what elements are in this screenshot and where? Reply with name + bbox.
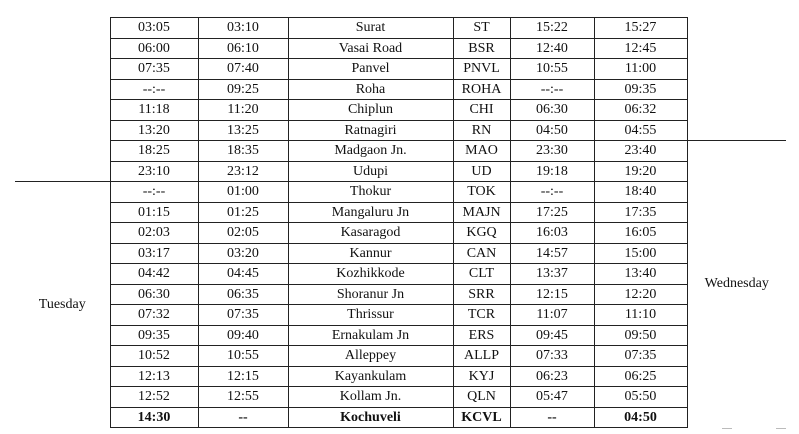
- departure-cell: 06:10: [198, 38, 288, 59]
- station-cell: Kozhikkode: [288, 264, 453, 285]
- code-cell: ST: [453, 18, 510, 39]
- departure-cell: 12:55: [198, 387, 288, 408]
- station-cell: Kannur: [288, 243, 453, 264]
- table-row: [15, 366, 786, 387]
- return-departure-cell: 05:50: [594, 387, 687, 408]
- table-row: [15, 325, 786, 346]
- code-cell: QLN: [453, 387, 510, 408]
- code-cell: MAJN: [453, 202, 510, 223]
- arrival-cell: 23:10: [110, 161, 198, 182]
- code-cell: ALLP: [453, 346, 510, 367]
- arrival-cell: 11:18: [110, 100, 198, 121]
- return-arrival-cell: 09:45: [510, 325, 594, 346]
- code-cell: TOK: [453, 182, 510, 203]
- station-cell: Madgaon Jn.: [288, 141, 453, 162]
- train-timetable: [15, 17, 786, 428]
- code-cell: KGQ: [453, 223, 510, 244]
- departure-cell: 03:10: [198, 18, 288, 39]
- departure-cell: 04:45: [198, 264, 288, 285]
- station-cell: Surat: [288, 18, 453, 39]
- departure-cell: --: [198, 407, 288, 428]
- table-row: [15, 387, 786, 408]
- arrival-cell: 06:00: [110, 38, 198, 59]
- station-cell: Shoranur Jn: [288, 284, 453, 305]
- arrival-cell: 12:52: [110, 387, 198, 408]
- code-cell: ROHA: [453, 79, 510, 100]
- station-cell: Kayankulam: [288, 366, 453, 387]
- return-arrival-cell: 14:57: [510, 243, 594, 264]
- return-departure-cell: 18:40: [594, 182, 687, 203]
- arrival-cell: 14:30: [110, 407, 198, 428]
- station-cell: Mangaluru Jn: [288, 202, 453, 223]
- code-cell: MAO: [453, 141, 510, 162]
- arrival-cell: 03:05: [110, 18, 198, 39]
- page-edge-mark: [776, 428, 786, 429]
- return-departure-cell: 07:35: [594, 346, 687, 367]
- return-arrival-cell: 19:18: [510, 161, 594, 182]
- station-cell: Panvel: [288, 59, 453, 80]
- arrival-cell: 18:25: [110, 141, 198, 162]
- return-arrival-cell: 11:07: [510, 305, 594, 326]
- station-cell: Thokur: [288, 182, 453, 203]
- return-arrival-cell: 06:23: [510, 366, 594, 387]
- table-row: [15, 120, 786, 141]
- table-row: [15, 243, 786, 264]
- arrival-cell: 09:35: [110, 325, 198, 346]
- return-arrival-cell: 10:55: [510, 59, 594, 80]
- code-cell: RN: [453, 120, 510, 141]
- code-cell: PNVL: [453, 59, 510, 80]
- return-arrival-cell: 15:22: [510, 18, 594, 39]
- return-departure-cell: 13:40: [594, 264, 687, 285]
- departure-cell: 09:25: [198, 79, 288, 100]
- return-departure-cell: 16:05: [594, 223, 687, 244]
- station-cell: Alleppey: [288, 346, 453, 367]
- return-arrival-cell: --: [510, 407, 594, 428]
- departure-cell: 10:55: [198, 346, 288, 367]
- station-cell: Thrissur: [288, 305, 453, 326]
- table-row: [15, 38, 786, 59]
- arrival-cell: 10:52: [110, 346, 198, 367]
- return-departure-cell: 11:00: [594, 59, 687, 80]
- station-cell: Kasaragod: [288, 223, 453, 244]
- return-arrival-cell: 04:50: [510, 120, 594, 141]
- return-arrival-cell: 05:47: [510, 387, 594, 408]
- return-arrival-cell: 16:03: [510, 223, 594, 244]
- code-cell: TCR: [453, 305, 510, 326]
- day-label-left: Tuesday: [15, 182, 110, 428]
- station-cell: Udupi: [288, 161, 453, 182]
- table-row: [15, 202, 786, 223]
- station-cell: Kollam Jn.: [288, 387, 453, 408]
- return-departure-cell: 19:20: [594, 161, 687, 182]
- return-departure-cell: 12:45: [594, 38, 687, 59]
- return-departure-cell: 06:32: [594, 100, 687, 121]
- arrival-cell: 07:35: [110, 59, 198, 80]
- code-cell: BSR: [453, 38, 510, 59]
- day-label-right: Wednesday: [687, 141, 786, 428]
- day-cell-upper-left: [15, 18, 110, 182]
- timetable-body: [15, 18, 786, 428]
- arrival-cell: 02:03: [110, 223, 198, 244]
- code-cell: UD: [453, 161, 510, 182]
- table-row: [15, 223, 786, 244]
- return-departure-cell: 11:10: [594, 305, 687, 326]
- table-row: [15, 182, 786, 203]
- arrival-cell: 12:13: [110, 366, 198, 387]
- return-departure-cell: 12:20: [594, 284, 687, 305]
- arrival-cell: 13:20: [110, 120, 198, 141]
- departure-cell: 03:20: [198, 243, 288, 264]
- arrival-cell: 04:42: [110, 264, 198, 285]
- station-cell: Vasai Road: [288, 38, 453, 59]
- departure-cell: 12:15: [198, 366, 288, 387]
- arrival-cell: --:--: [110, 182, 198, 203]
- return-arrival-cell: 13:37: [510, 264, 594, 285]
- departure-cell: 06:35: [198, 284, 288, 305]
- code-cell: KCVL: [453, 407, 510, 428]
- return-departure-cell: 17:35: [594, 202, 687, 223]
- departure-cell: 07:40: [198, 59, 288, 80]
- departure-cell: 01:00: [198, 182, 288, 203]
- departure-cell: 02:05: [198, 223, 288, 244]
- return-departure-cell: 04:50: [594, 407, 687, 428]
- table-row: [15, 305, 786, 326]
- return-departure-cell: 09:50: [594, 325, 687, 346]
- code-cell: CHI: [453, 100, 510, 121]
- station-cell: Chiplun: [288, 100, 453, 121]
- departure-cell: 11:20: [198, 100, 288, 121]
- code-cell: CLT: [453, 264, 510, 285]
- table-row: [15, 407, 786, 428]
- table-row: [15, 161, 786, 182]
- table-row: [15, 284, 786, 305]
- departure-cell: 01:25: [198, 202, 288, 223]
- station-cell: Kochuveli: [288, 407, 453, 428]
- arrival-cell: --:--: [110, 79, 198, 100]
- table-row: [15, 141, 786, 162]
- departure-cell: 09:40: [198, 325, 288, 346]
- table-row: [15, 346, 786, 367]
- departure-cell: 07:35: [198, 305, 288, 326]
- return-departure-cell: 04:55: [594, 120, 687, 141]
- return-arrival-cell: 12:15: [510, 284, 594, 305]
- return-arrival-cell: --:--: [510, 182, 594, 203]
- return-arrival-cell: 23:30: [510, 141, 594, 162]
- station-cell: Ratnagiri: [288, 120, 453, 141]
- table-row: [15, 100, 786, 121]
- arrival-cell: 07:32: [110, 305, 198, 326]
- arrival-cell: 06:30: [110, 284, 198, 305]
- code-cell: SRR: [453, 284, 510, 305]
- station-cell: Ernakulam Jn: [288, 325, 453, 346]
- code-cell: ERS: [453, 325, 510, 346]
- code-cell: KYJ: [453, 366, 510, 387]
- return-arrival-cell: 07:33: [510, 346, 594, 367]
- table-row: [15, 264, 786, 285]
- arrival-cell: 03:17: [110, 243, 198, 264]
- station-cell: Roha: [288, 79, 453, 100]
- departure-cell: 18:35: [198, 141, 288, 162]
- return-departure-cell: 23:40: [594, 141, 687, 162]
- page-edge-mark: [722, 428, 732, 429]
- table-row: [15, 59, 786, 80]
- return-arrival-cell: 06:30: [510, 100, 594, 121]
- return-departure-cell: 09:35: [594, 79, 687, 100]
- return-arrival-cell: --:--: [510, 79, 594, 100]
- departure-cell: 13:25: [198, 120, 288, 141]
- table-row: [15, 18, 786, 39]
- return-departure-cell: 15:27: [594, 18, 687, 39]
- return-departure-cell: 06:25: [594, 366, 687, 387]
- code-cell: CAN: [453, 243, 510, 264]
- return-arrival-cell: 17:25: [510, 202, 594, 223]
- table-row: [15, 79, 786, 100]
- arrival-cell: 01:15: [110, 202, 198, 223]
- return-departure-cell: 15:00: [594, 243, 687, 264]
- day-cell-upper-right: [687, 18, 786, 141]
- return-arrival-cell: 12:40: [510, 38, 594, 59]
- departure-cell: 23:12: [198, 161, 288, 182]
